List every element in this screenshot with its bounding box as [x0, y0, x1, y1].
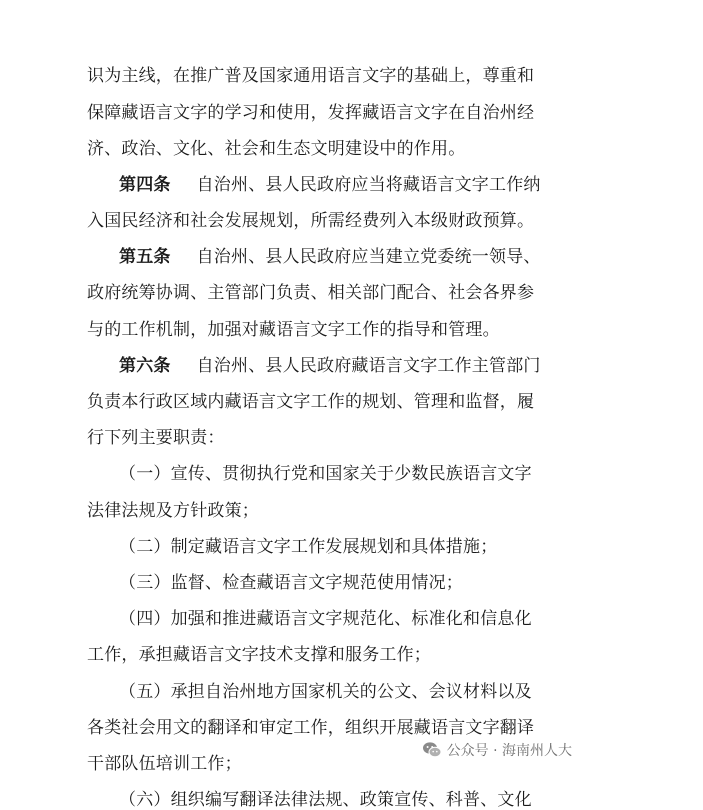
article-label: 第六条 [119, 356, 171, 376]
line-text: 入国民经济和社会发展规划，所需经费列入本级财政预算。 [87, 211, 535, 231]
watermark [422, 738, 572, 762]
document-line [0, 790, 703, 810]
article-line [0, 356, 703, 376]
document-line [0, 645, 671, 665]
document-line [0, 682, 703, 702]
line-text: 自治州、县人民政府应当将藏语言文字工作纳 [196, 175, 541, 195]
line-text: 识为主线，在推广普及国家通用语言文字的基础上，尊重和 [87, 66, 535, 86]
document-line [0, 537, 703, 557]
document-line [0, 573, 703, 593]
line-text: 政府统筹协调、主管部门负责、相关部门配合、社会各界参 [87, 283, 535, 303]
watermark-text: 公众号 · 海南州人大 [446, 743, 572, 759]
article-line [0, 175, 703, 195]
wechat-icon [422, 741, 442, 759]
article-label: 第五条 [119, 247, 171, 267]
document-line [0, 103, 671, 123]
line-text: （六）组织编写翻译法律法规、政策宣传、科普、文化 [119, 790, 532, 810]
line-text: （三）监督、检查藏语言文字规范使用情况； [119, 573, 463, 593]
line-text: （二）制定藏语言文字工作发展规划和具体措施； [119, 537, 498, 557]
document-line [0, 211, 671, 231]
article-label: 第四条 [119, 175, 171, 195]
line-text: （四）加强和推进藏语言文字规范化、标准化和信息化 [119, 609, 532, 629]
line-text: 法律法规及方针政策； [87, 501, 259, 521]
line-text: 工作，承担藏语言文字技术支撑和服务工作； [87, 645, 431, 665]
line-text: 自治州、县人民政府藏语言文字工作主管部门 [196, 356, 541, 376]
document-line [0, 320, 671, 340]
line-text: 负责本行政区域内藏语言文字工作的规划、管理和监督，履 [87, 392, 535, 412]
document-line [0, 464, 703, 484]
document-line [0, 139, 671, 159]
line-text: 与的工作机制，加强对藏语言文字工作的指导和管理。 [87, 320, 500, 340]
article-line [0, 247, 703, 267]
document-line [0, 66, 671, 86]
line-text: 各类社会用文的翻译和审定工作，组织开展藏语言文字翻译 [87, 718, 535, 738]
line-text: 行下列主要职责： [87, 428, 225, 448]
line-text: 保障藏语言文字的学习和使用，发挥藏语言文字在自治州经 [87, 103, 535, 123]
line-text: 济、政治、文化、社会和生态文明建设中的作用。 [87, 139, 466, 159]
document-line [0, 501, 671, 521]
document-line [0, 609, 703, 629]
line-text: （五）承担自治州地方国家机关的公文、会议材料以及 [119, 682, 532, 702]
line-text: （一）宣传、贯彻执行党和国家关于少数民族语言文字 [119, 464, 532, 484]
document-line [0, 718, 671, 738]
document-line [0, 428, 671, 448]
document-line [0, 283, 671, 303]
line-text: 干部队伍培训工作； [87, 754, 242, 774]
line-text: 自治州、县人民政府应当建立党委统一领导、 [196, 247, 541, 267]
document-line [0, 392, 671, 412]
